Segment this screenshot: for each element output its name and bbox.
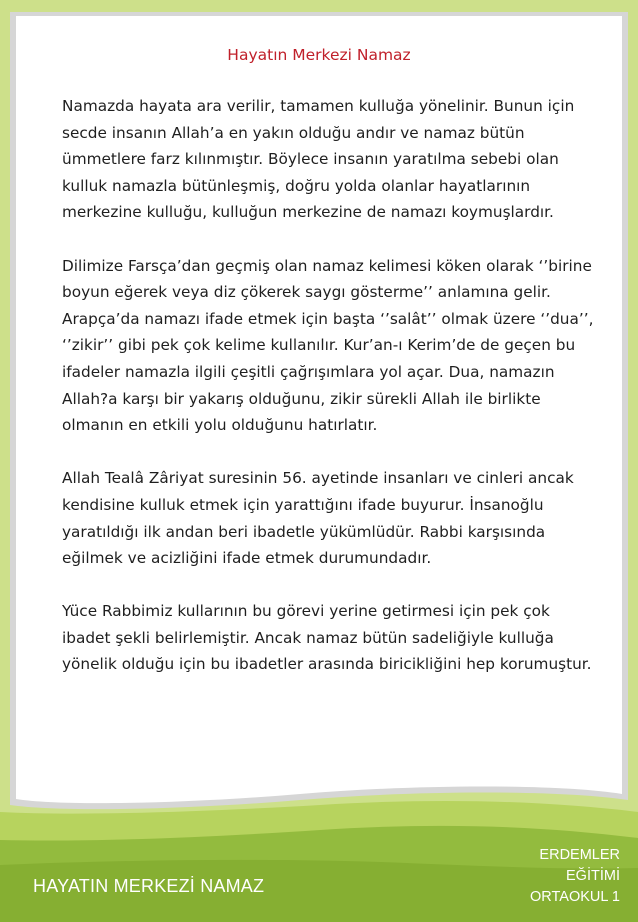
page-title: Hayatın Merkezi Namaz	[227, 46, 411, 64]
footer-line: ERDEMLER	[539, 847, 620, 863]
paragraph: Yüce Rabbimiz kullarının bu görevi yerine getirmesi için pek çok ibadet şekli belirlemiştir. Ancak namaz bütün sadeliğiyle kulluğa yönelik olduğu için bu ibadetler arasında biricikliğini hep korumuştur.	[62, 602, 592, 674]
paragraph: Allah Tealâ Zâriyat suresinin 56. ayetinde insanları ve cinleri ancak kendisine kulluk etmek için yarattığını ifade buyurur. İnsanoğlu yaratıldığı ilk andan beri ibadetle yükümlüdür. Rabbi karşısında eğilmek ve acizliğini ifade etmek durumundadır.	[62, 469, 574, 568]
footer-line: EĞİTİMİ	[566, 868, 620, 884]
footer-title: HAYATIN MERKEZİ NAMAZ	[33, 876, 265, 896]
document-body	[62, 93, 602, 705]
paragraph: Dilimize Farsça’dan geçmiş olan namaz kelimesi köken olarak ‘’birine boyun eğerek veya diz çökerek saygı gösterme’’ anlamına gelir. Arapça’da namazı ifade etmek için başta ‘’salât’’ olmak üzere ‘’dua’’, ‘’zikir’’ gibi pek çok kelime kullanılır. Kur’an-ı Kerim’de de geçen bu ifadeler namazla ilgili çeşitli çağrışımlara yol açar. Dua, namazın Allah?a karşı bir yakarış olduğunu, zikir sürekli Allah ile birlikte olmanın en etkili yolu olduğunu hatırlatır.	[62, 256, 594, 435]
footer-line: ORTAOKUL 1	[530, 889, 620, 905]
footer-course-label	[530, 845, 620, 908]
paragraph: Namazda hayata ara verilir, tamamen kulluğa yönelinir. Bunun için secde insanın Allah’a en yakın olduğu andır ve namaz bütün ümmetlere farz kılınmıştır. Böylece insanın yaratılma sebebi olan kulluk namazla bütünleşmiş, doğru yolda olanlar hayatlarının merkezine kulluğu, kulluğun merkezine de namazı koymuşlardır.	[62, 97, 575, 222]
